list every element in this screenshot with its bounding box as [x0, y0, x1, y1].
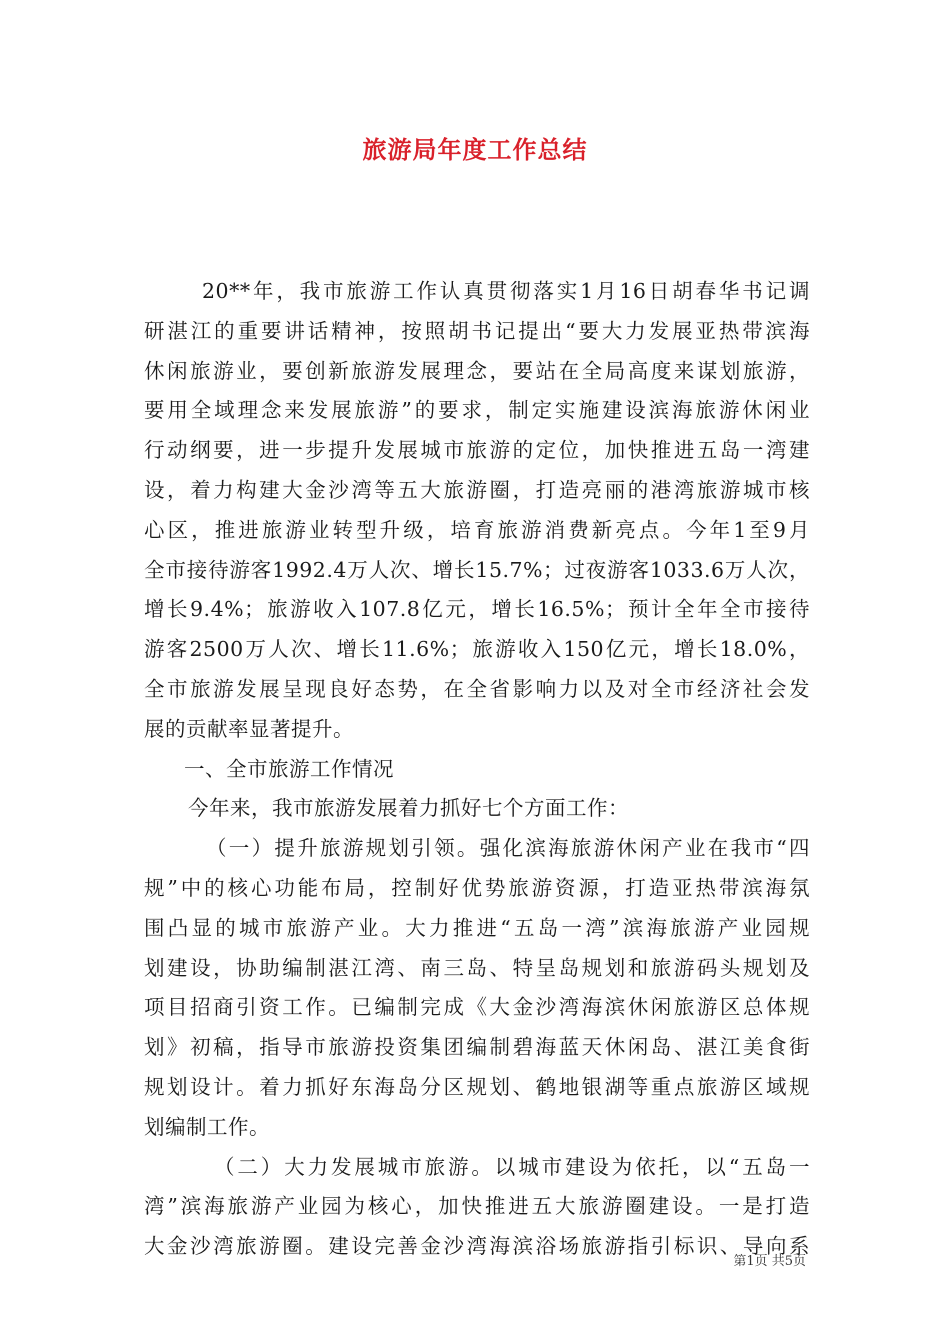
paragraph-line: 规划设计。着力抓好东海岛分区规划、鹤地银湖等重点旅游区域规 — [144, 1074, 810, 1099]
page-number: 第1页 共5页 — [733, 1254, 806, 1269]
paragraph-line: 全市旅游发展呈现良好态势，在全省影响力以及对全市经济社会发 — [144, 676, 810, 701]
paragraph-line: 休闲旅游业，要创新旅游发展理念，要站在全局高度来谋划旅游， — [144, 358, 810, 383]
paragraph-line: 增长9.4%；旅游收入107.8亿元，增长16.5%；预计全年全市接待 — [144, 597, 810, 622]
paragraph-line: 大金沙湾旅游圈。建设完善金沙湾海滨浴场旅游指引标识、导向系 — [144, 1234, 810, 1259]
paragraph-line: 围凸显的城市旅游产业。大力推进“五岛一湾”滨海旅游产业园规 — [144, 915, 810, 940]
paragraph-line: 游客2500万人次、增长11.6%；旅游收入150亿元，增长18.0%， — [144, 637, 810, 662]
paragraph-line: 项目招商引资工作。已编制完成《大金沙湾海滨休闲旅游区总体规 — [144, 995, 810, 1020]
paragraph-line: 划建设，协助编制湛江湾、南三岛、特呈岛规划和旅游码头规划及 — [144, 955, 810, 980]
document-body — [144, 272, 810, 1267]
paragraph-line: 要用全域理念来发展旅游”的要求，制定实施建设滨海旅游休闲业 — [144, 398, 810, 423]
document-title: 旅游局年度工作总结 — [362, 135, 588, 164]
subsection-heading: （二）大力发展城市旅游。以城市建设为依托，以“五岛一 — [214, 1154, 810, 1179]
paragraph-line: 20**年，我市旅游工作认真贯彻落实1月16日胡春华书记调 — [202, 279, 810, 303]
subsection-heading: （一）提升旅游规划引领。强化滨海旅游休闲产业在我市“四 — [206, 836, 810, 861]
paragraph-line: 展的贡献率显著提升。 — [144, 716, 354, 741]
paragraph-line: 设，着力构建大金沙湾等五大旅游圈，打造亮丽的港湾旅游城市核 — [144, 477, 810, 502]
paragraph-line: 今年来，我市旅游发展着力抓好七个方面工作： — [188, 796, 629, 821]
paragraph-line: 划编制工作。 — [144, 1114, 270, 1139]
paragraph-line: 行动纲要，进一步提升发展城市旅游的定位，加快推进五岛一湾建 — [144, 438, 810, 463]
paragraph-line: 划》初稿，指导市旅游投资集团编制碧海蓝天休闲岛、湛江美食街 — [144, 1035, 810, 1060]
paragraph-line: 心区，推进旅游业转型升级，培育旅游消费新亮点。今年1至9月 — [144, 517, 810, 542]
section-heading: 一、全市旅游工作情况 — [184, 756, 394, 781]
paragraph-line: 湾”滨海旅游产业园为核心，加快推进五大旅游圈建设。一是打造 — [144, 1194, 810, 1219]
paragraph-line: 规”中的核心功能布局，控制好优势旅游资源，打造亚热带滨海氛 — [144, 875, 810, 900]
paragraph-line: 全市接待游客1992.4万人次、增长15.7%；过夜游客1033.6万人次， — [144, 557, 810, 582]
paragraph-line: 研湛江的重要讲话精神，按照胡书记提出“要大力发展亚热带滨海 — [144, 318, 810, 343]
